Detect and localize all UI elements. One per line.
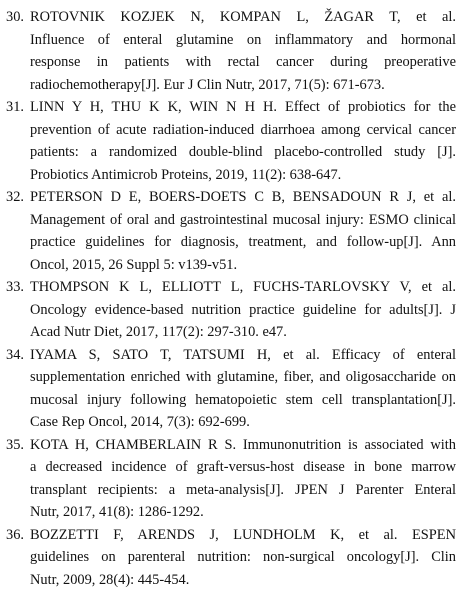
reference-list bbox=[6, 6, 456, 591]
reference-text bbox=[30, 276, 456, 344]
reference-item bbox=[6, 344, 456, 434]
reference-line: Probiotics Antimicrob Proteins, 2019, 11(2): 638-647. bbox=[30, 166, 342, 183]
reference-text bbox=[30, 6, 456, 96]
reference-line: KOTA H, CHAMBERLAIN R S. Immunonutrition is associated with bbox=[30, 436, 456, 453]
reference-line: Acad Nutr Diet, 2017, 117(2): 297-310. e47. bbox=[30, 324, 287, 340]
reference-text bbox=[30, 524, 456, 592]
reference-number: 31. bbox=[6, 99, 24, 115]
reference-line: radiochemotherapy[J]. Eur J Clin Nutr, 2017, 71(5): 671-673. bbox=[30, 76, 385, 93]
reference-line: Influence of enteral glutamine on inflammatory and hormonal bbox=[30, 31, 456, 48]
reference-text bbox=[30, 434, 456, 524]
reference-line: THOMPSON K L, ELLIOTT L, FUCHS-TARLOVSKY V, et al. bbox=[30, 279, 456, 295]
reference-line: a decreased incidence of graft-versus-host disease in bone marrow bbox=[30, 459, 456, 475]
reference-line: practice guidelines for diagnosis, treatment, and follow-up[J]. Ann bbox=[30, 234, 456, 250]
reference-line: LINN Y H, THU K K, WIN N H H. Effect of probiotics for the bbox=[30, 99, 456, 115]
reference-line: Nutr, 2009, 28(4): 445-454. bbox=[30, 571, 190, 588]
reference-line: Oncol, 2015, 26 Suppl 5: v139-v51. bbox=[30, 256, 238, 273]
reference-number: 36. bbox=[6, 526, 24, 543]
reference-line: transplant recipients: a meta-analysis[J]. JPEN J Parenter Enteral bbox=[30, 481, 456, 498]
reference-text bbox=[30, 186, 456, 276]
reference-item bbox=[6, 186, 456, 276]
reference-line: PETERSON D E, BOERS-DOETS C B, BENSADOUN R J, et al. bbox=[30, 189, 456, 205]
reference-line: supplementation enriched with glutamine, fiber, and oligosaccharide on bbox=[30, 369, 456, 385]
reference-number: 32. bbox=[6, 189, 24, 205]
reference-line: Management of oral and gastrointestinal mucosal injury: ESMO clinical bbox=[30, 211, 456, 228]
reference-line: mucosal injury following hematopoietic stem cell transplantation[J]. bbox=[30, 391, 456, 408]
reference-item bbox=[6, 434, 456, 524]
reference-line: IYAMA S, SATO T, TATSUMI H, et al. Efficacy of enteral bbox=[30, 346, 456, 363]
reference-line: response in patients with rectal cancer during preoperative bbox=[30, 54, 456, 70]
reference-line: Case Rep Oncol, 2014, 7(3): 692-699. bbox=[30, 414, 250, 430]
reference-line: guidelines on parenteral nutrition: non-surgical oncology[J]. Clin bbox=[30, 549, 456, 565]
reference-text bbox=[30, 344, 456, 434]
reference-line: BOZZETTI F, ARENDS J, LUNDHOLM K, et al. ESPEN bbox=[30, 526, 456, 543]
reference-number: 34. bbox=[6, 346, 24, 363]
reference-line: Nutr, 2017, 41(8): 1286-1292. bbox=[30, 504, 204, 520]
reference-line: patients: a randomized double-blind placebo-controlled study [J]. bbox=[30, 144, 456, 160]
reference-line: Oncology evidence-based nutrition practice guideline for adults[J]. J bbox=[30, 301, 456, 318]
reference-line: prevention of acute radiation-induced diarrhoea among cervical cancer bbox=[30, 121, 456, 138]
reference-item bbox=[6, 276, 456, 344]
reference-line: ROTOVNIK KOZJEK N, KOMPAN L, ŽAGAR T, et al. bbox=[30, 9, 456, 25]
reference-number: 33. bbox=[6, 279, 24, 295]
reference-number: 35. bbox=[6, 436, 24, 453]
reference-text bbox=[30, 96, 456, 186]
reference-item bbox=[6, 524, 456, 592]
reference-item bbox=[6, 6, 456, 96]
reference-number: 30. bbox=[6, 9, 24, 25]
reference-item bbox=[6, 96, 456, 186]
